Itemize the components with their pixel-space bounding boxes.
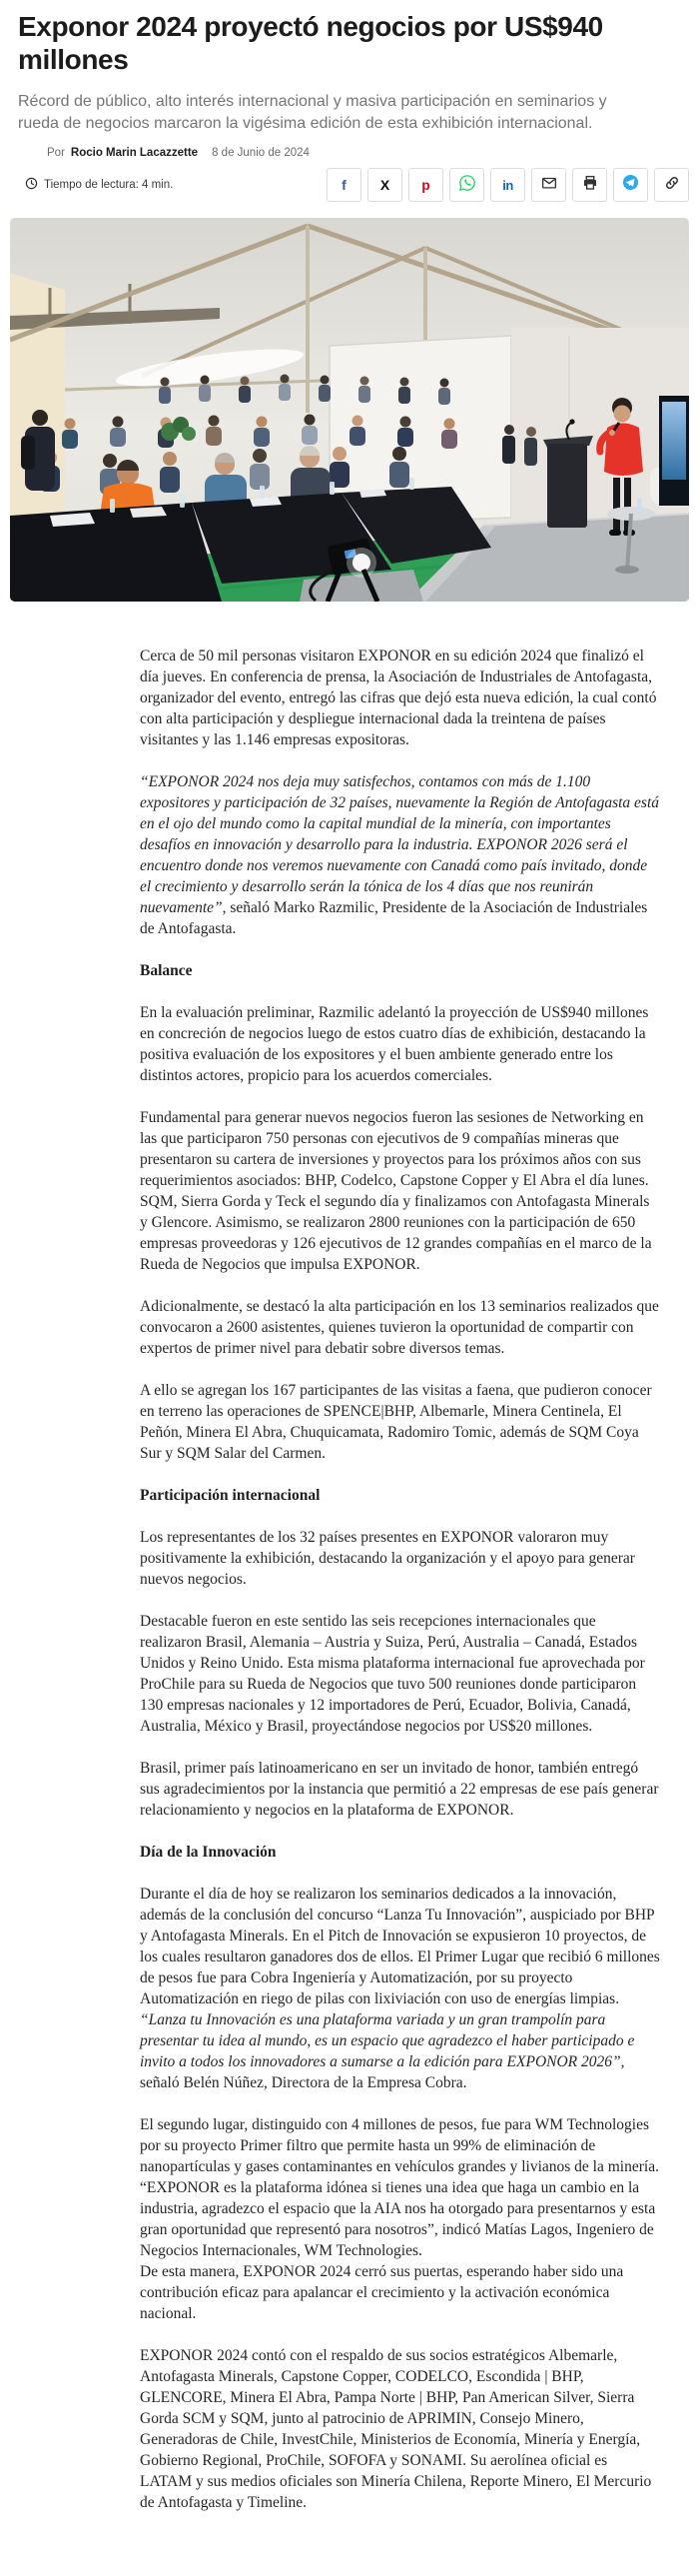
share-x-button[interactable]: [367, 168, 402, 202]
article-paragraph: Cerca de 50 mil personas visitaron EXPONOR en su edición 2024 que finalizó el día jueves. En conferencia de prensa, la Asociación de Industriales de Antofagasta, organizador del evento, entregó las cifras que dejó esta nueva edición, la cual contó con alta participación y despliegue internacional dada la treintena de países visitantes y las 1.146 empresas expositoras.: [140, 647, 657, 748]
share-toolbar: [327, 168, 689, 202]
share-pinterest-button[interactable]: [408, 168, 443, 202]
whatsapp-icon: [458, 174, 476, 197]
conference-tent-scene: [10, 218, 689, 602]
share-email-button[interactable]: [531, 168, 566, 202]
article-paragraph: Brasil, primer país latinoamericano en ser un invitado de honor, también entregó sus agradecimientos por la instancia que permitió a 22 empresas de ese país generar relacionamiento y negocios en la plataforma de EXPONOR.: [140, 1760, 659, 1819]
share-print-button[interactable]: [572, 168, 607, 202]
share-telegram-button[interactable]: [613, 168, 648, 202]
section-heading: Día de la Innovación: [140, 1844, 277, 1861]
email-icon: [540, 174, 558, 197]
byline-author[interactable]: Rocio Marin Lacazzette: [70, 147, 199, 159]
share-whatsapp-button[interactable]: [449, 168, 484, 202]
page-title: Exponor 2024 proyectó negocios por US$940 millones: [18, 11, 603, 75]
print-icon: [581, 174, 599, 197]
article-subtitle: Récord de público, alto interés internacional y masiva participación en seminarios y rueda de negocios marcaron la vigésima edición de esta exhibición internacional.: [18, 93, 607, 132]
share-linkedin-button[interactable]: [490, 168, 525, 202]
reading-time: [25, 177, 173, 193]
article-body: [140, 645, 661, 2513]
article-page: [0, 10, 699, 2513]
article-photo: [10, 218, 689, 602]
article-paragraph: Adicionalmente, se destacó la alta participación en los 13 seminarios realizados que convocaron a 2600 asistentes, quienes tuvieron la oportunidad de compartir con expertos de primer nivel para debatir sobre diversos temas.: [140, 1298, 659, 1357]
article-paragraph: “EXPONOR 2024 nos deja muy satisfechos, contamos con más de 1.100 expositores y participación de 32 países, nuevamente la Región de Antofagasta está en el ojo del mundo como la capital mundial de la minería, con importantes desafíos en innovación y desarrollo para la industria. EXPONOR 2026 será el encuentro donde nos veremos nuevamente con Canadá como país invitado, donde el crecimiento y desarrollo serán la tónica de los 4 días que nos reunirán nuevamente”, señaló Marko Razmilic, Presidente de la Asociación de Industriales de Antofagasta.: [140, 773, 660, 937]
x-twitter-icon: X: [379, 177, 390, 193]
link-icon: [663, 174, 681, 197]
article-paragraph: Fundamental para generar nuevos negocios fueron las sesiones de Networking en las que participaron 750 personas con ejecutivos de 9 compañías mineras que presentaron su cartera de inversiones y proyectos para los próximos años con sus requerimientos asociados: BHP, Codelco, Capstone Copper y El Abra el día lunes. SQM, Sierra Gorda y Teck el segundo día y finalizamos con Antofagasta Minerals y Glencore. Asimismo, se realizaron 2800 reuniones con la participación de 650 empresas proveedoras y 126 ejecutivos de 12 grandes compañías en el marco de la Rueda de Negocios que impulsa EXPONOR.: [140, 1109, 652, 1273]
section-heading: Participación internacional: [140, 1487, 321, 1504]
reading-time-label: Tiempo de lectura: 4 min.: [44, 179, 174, 191]
share-copy-link-button[interactable]: [654, 168, 689, 202]
share-facebook-button[interactable]: [327, 168, 361, 202]
byline: [47, 147, 699, 159]
article-paragraph: Destacable fueron en este sentido las seis recepciones internacionales que realizaron Brasil, Alemania – Austria y Suiza, Perú, Australia – Canadá, Estados Unidos y Reino Unido. Esta misma plataforma internacional fue aprovechada por ProChile para su Rueda de Negocios que tuvo 500 reuniones donde participaron 130 empresas nacionales y 12 importadores de Perú, Ecuador, Bolivia, Canadá, Australia, México y Brasil, proyectándose negocios por US$20 millones.: [140, 1613, 645, 1735]
clock-icon: [25, 177, 38, 193]
telegram-icon: [621, 173, 640, 197]
article-paragraph: En la evaluación preliminar, Razmilic adelantó la proyección de US$940 millones en concreción de negocios luego de estos cuatro días de exhibición, destacando la positiva evaluación de los expositores y el buen ambiente generado entre los distintos actores, propicio para los acuerdos comerciales.: [140, 1004, 649, 1084]
pinterest-icon: p: [421, 177, 430, 193]
linkedin-icon: in: [502, 177, 513, 193]
byline-date: 8 de Junio de 2024: [212, 147, 310, 159]
meta-row: [25, 168, 689, 202]
byline-prefix: Por: [47, 147, 65, 159]
article-paragraph: Durante el día de hoy se realizaron los seminarios dedicados a la innovación, además de la conclusión del concurso “Lanza Tu Innovación”, auspiciado por BHP y Antofagasta Minerals. En el Pitch de Innovación se expusieron 10 proyectos, de los cuales resultaron ganadores dos de ellos. El Primer Lugar que recibió 6 millones de pesos fue para Cobra Ingeniería y Automatización, por su proyecto Automatización en riego de pilas con lixiviación con uso de energías limpias. “Lanza tu Innovación es una plataforma variada y un gran trampolín para presentar tu idea al mundo, es un espacio que agradezco el haber participado e invito a todos los innovadores a sumarse a la edición para EXPONOR 2026”, señaló Belén Núñez, Directora de la Empresa Cobra.: [140, 1886, 660, 2091]
facebook-icon: f: [342, 177, 347, 193]
article-paragraph: EXPONOR 2024 contó con el respaldo de sus socios estratégicos Albemarle, Antofagasta Minerals, Capstone Copper, CODELCO, Escondida | BHP, GLENCORE, Minera El Abra, Pampa Norte | BHP, Pan American Silver, Sierra Gorda SCM y SQM, junto al patrocinio de APRIMIN, Consejo Minero, Generadoras de Chile, InvestChile, Ministerios de Economía, Minería y Energía, Gobierno Regional, ProChile, SOFOFA y SONAMI. Su aerolínea oficial es LATAM y sus medios oficiales son Minería Chilena, Reporte Minero, El Mercurio de Antofagasta y Timeline.: [140, 2347, 652, 2511]
article-paragraph: Los representantes de los 32 países presentes en EXPONOR valoraron muy positivamente la exhibición, destacando la organización y el apoyo para generar nuevos negocios.: [140, 1529, 635, 1588]
article-paragraph: El segundo lugar, distinguido con 4 millones de pesos, fue para WM Technologies por su proyecto Primer filtro que permite hasta un 99% de eliminación de nanopartículas y gases contaminantes en vehículos grandes y livianos de la minería. “EXPONOR es la plataforma idónea si tienes una idea que haga un cambio en la industria, agradezco el espacio que la AIA nos ha otorgado para presentarnos y esta gran oportunidad que representó para nosotros”, indicó Matías Lagos, Ingeniero de Negocios Internacionales, WM Technologies. De esta manera, EXPONOR 2024 cerró sus puertas, esperando haber sido una contribución eficaz para apalancar el crecimiento y la activación económica nacional.: [140, 2116, 659, 2322]
article-paragraph: A ello se agregan los 167 participantes de las visitas a faena, que pudieron conocer en terreno las operaciones de SPENCE|BHP, Albemarle, Minera Centinela, El Peñón, Minera El Abra, Chuquicamata, Radomiro Tomic, además de SQM Coya Sur y SQM Salar del Carmen.: [140, 1382, 652, 1462]
section-heading: Balance: [140, 962, 193, 979]
